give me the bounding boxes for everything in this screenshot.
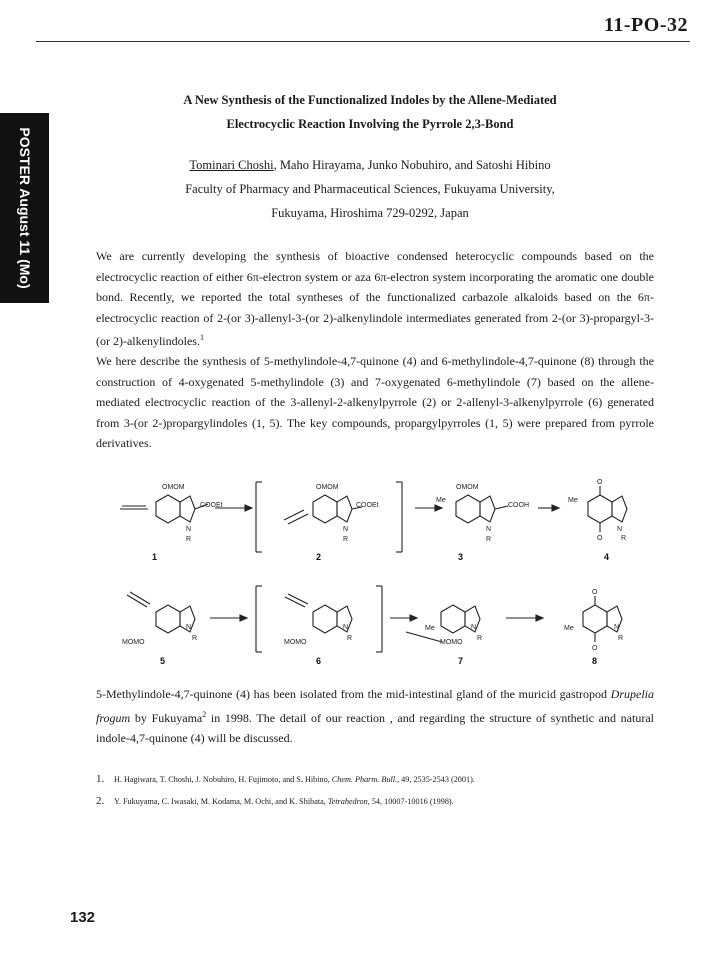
me-label-4: Me [568,497,578,504]
r-label-8: R [618,635,624,642]
compound-4-label: 4 [604,552,610,562]
cooet-label-1: COOEt [200,502,223,509]
compound-2-label: 2 [316,552,322,562]
r-label-4: R [621,535,627,542]
reference-2-number: 2. [96,795,105,807]
momo-label-5: MOMO [122,639,145,646]
reference-1-authors: H. Hagiwara, T. Choshi, J. Nobuhiro, H. Fujimoto, and S. Hibino, [114,775,332,784]
reference-1-journal: Chem. Pharm. Bull. [331,775,398,784]
r-label-7: R [477,635,483,642]
reference-2-authors: Y. Fukuyama, C. Iwasaki, M. Kodama, M. Ochi, and K. Shibata, [114,797,328,806]
header-rule [36,41,690,42]
n-label-2: N [343,526,349,533]
n-label-4: N [617,526,623,533]
me-label-8: Me [564,625,574,632]
me-label-7: Me [425,625,435,632]
reference-2-journal: Tetrahedron [327,797,368,806]
poster-code: 11-PO-32 [604,14,688,36]
page-number: 132 [70,909,96,926]
o-label-4b: O [597,535,603,542]
r-label-2: R [343,536,349,543]
para3-text-b: by Fukuyama [130,710,203,725]
cooh-label-3: COOH [508,502,529,509]
affiliation-line2: Fukuyama, Hiroshima 729-0292, Japan [271,206,469,220]
n-label-5: N [186,624,192,631]
reference-1 [96,773,656,785]
reference-2 [96,795,656,807]
compound-3-label: 3 [458,552,464,562]
reference-1-number: 1. [96,773,105,785]
omom-label-3: OMOM [456,484,479,491]
reference-2-details: , 54, 10007-10016 (1998). [367,797,454,806]
n-label-3: N [486,526,492,533]
side-tab-label: POSTER August 11 (Mo) [16,127,33,289]
o-label-8b: O [592,645,598,652]
momo-label-6: MOMO [284,639,307,646]
paper-title-line2: Electrocyclic Reaction Involving the Pyrrole 2,3-Bond [226,117,514,131]
n-label-6: N [343,624,349,631]
n-label-7: N [471,624,477,631]
momo-label-7: MOMO [440,639,463,646]
species-name: Drupelia frogum [96,687,654,725]
n-label-1: N [186,526,192,533]
o-label-8a: O [592,589,598,596]
authors [60,158,680,173]
body-paragraph-1-text: We are currently developing the synthesis of bioactive condensed heterocyclic compounds based on the electrocyclic reaction of either 6π-electron system or aza 6π-electron system incorporating the aromatic one double bond. Recently, we reported the total syntheses of the functionalized carbazole alkaloids based on the 6π-electrocyclic reaction of 2-(or 3)-allenyl-3-(or 2)-alkenylindole intermediates generated from 2-(or 3)-propargyl-3-(or 2)-alkenylindoles. [96,249,654,349]
paper-title-line1: A New Synthesis of the Functionalized Indoles by the Allene-Mediated [183,93,557,107]
affiliation-line1: Faculty of Pharmacy and Pharmaceutical Sciences, Fukuyama University, [185,182,555,196]
body-paragraph-1 [96,246,654,352]
compound-1-label: 1 [152,552,158,562]
compound-6-label: 6 [316,656,322,666]
reference-1-details: , 49, 2535-2543 (2001). [397,775,475,784]
r-label-6: R [347,635,353,642]
para3-text-c: in 1998. The detail of our reaction , and regarding the structure of synthetic and natural indole-4,7-quinone (4) will be discussed. [96,710,654,746]
body-paragraph-2: We here describe the synthesis of 5-methylindole-4,7-quinone (4) and 6-methylindole-4,7-quinone (8) through the construction of 4-oxygenated 5-methylindole (3) and 7-oxygenated 6-methylindole (7) based on the allene-mediated electrocyclic reaction of the 3-allenyl-2-alkenylpyrrole (2) or 2-allenyl-3-alkenylpyrrole (6) generated from 3-(or 2-)propargylindoles (1, 5). The key compounds, propargylpyrroles (1, 5) were prepared from pyrrole derivatives. [96,354,654,451]
side-tab [0,113,49,303]
co-authors: , Maho Hirayama, Junko Nobuhiro, and Satoshi Hibino [273,158,551,172]
r-label-3: R [486,536,492,543]
o-label-4a: O [597,479,603,486]
n-label-8: N [614,624,620,631]
compound-5-label: 5 [160,656,166,666]
r-label-5: R [192,635,198,642]
para3-text-a: 5-Methylindole-4,7-quinone (4) has been isolated from the mid-intestinal gland of the muricid gastropod [96,687,611,701]
omom-label-1: OMOM [162,484,185,491]
omom-label-2: OMOM [316,484,339,491]
cooet-label-2: COOEt [356,502,379,509]
body-paragraph-3 [96,684,654,749]
reaction-scheme [90,474,690,674]
presenting-author: Tominari Choshi [189,158,274,172]
citation-1: 1 [199,333,204,343]
compound-7-label: 7 [458,656,464,666]
me-label-3: Me [436,497,446,504]
r-label-1: R [186,536,192,543]
compound-8-label: 8 [592,656,598,666]
citation-2: 2 [202,709,207,719]
